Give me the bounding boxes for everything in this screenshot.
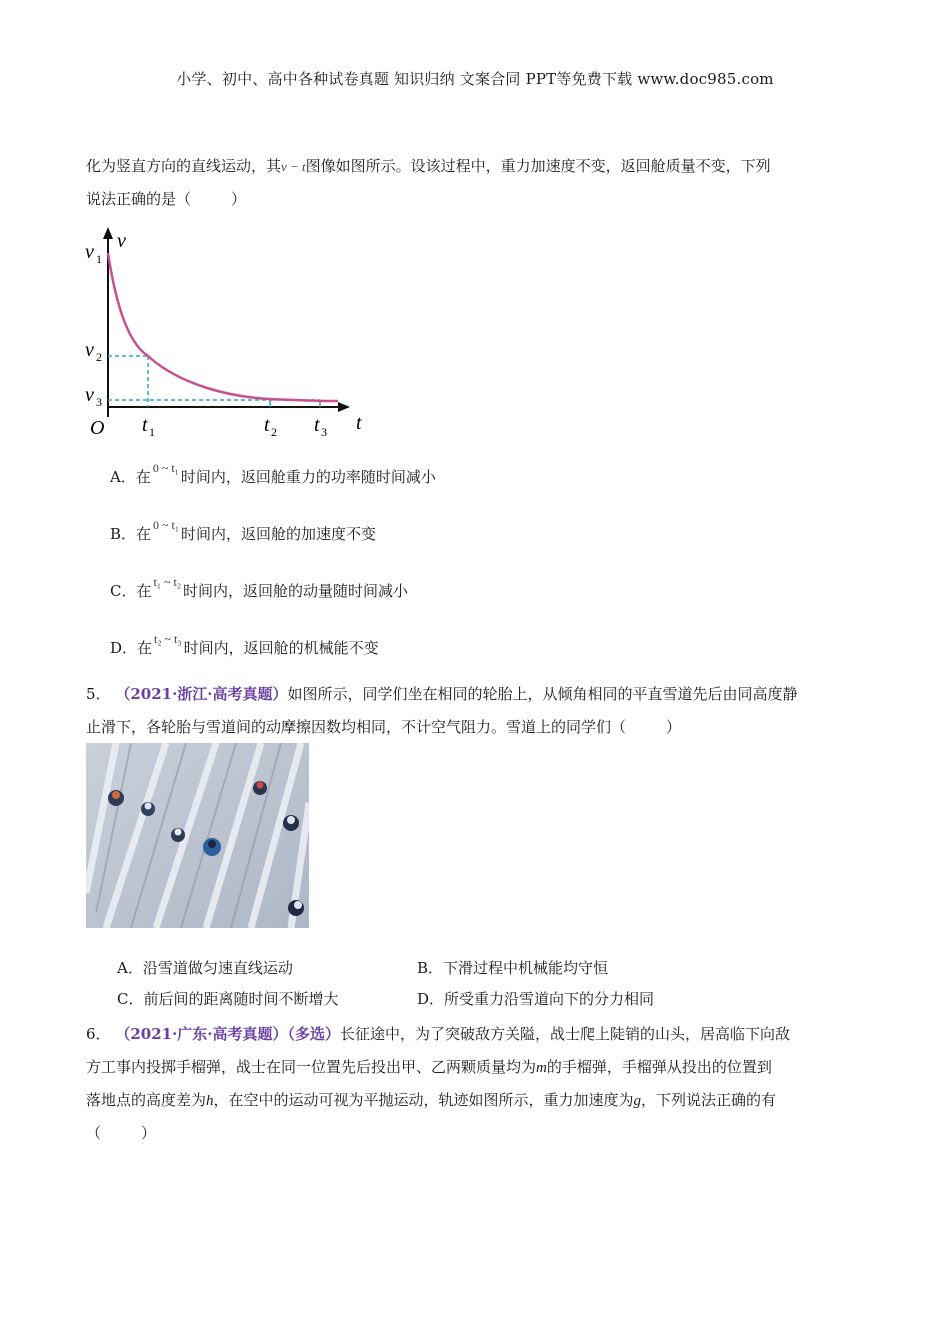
t3-sub: 3 (321, 425, 327, 439)
velocity-curve (108, 253, 338, 401)
q5-option-d[interactable]: D．所受重力沿雪道向下的分力相同 (417, 990, 655, 1008)
t-axis-arrow (338, 402, 350, 412)
v1-sub: 1 (96, 252, 102, 266)
v3-sub: 3 (96, 395, 102, 409)
t1-label: t (142, 414, 148, 436)
vt-graph (80, 225, 380, 440)
q4-option-b[interactable]: B．在 0 ~ t₁ 时间内，返回舱的加速度不变 (110, 518, 377, 543)
q4-stem-line2: 说法正确的是（ ） (86, 190, 247, 208)
v-axis-label: v (117, 230, 126, 252)
q5-option-a[interactable]: A．沿雪道做匀速直线运动 (117, 959, 293, 977)
t2-sub: 2 (271, 425, 277, 439)
q5-option-c[interactable]: C．前后间的距离随时间不断增大 (117, 990, 339, 1008)
snow-slope-photo (86, 743, 309, 928)
t2-label: t (264, 414, 270, 436)
q4-option-a[interactable]: A．在 0 ~ t₁ 时间内，返回舱重力的功率随时间减小 (110, 461, 436, 486)
q5-option-b[interactable]: B．下滑过程中机械能均守恒 (417, 959, 609, 977)
q5-stem-line1: 5． （2021·浙江·高考真题）如图所示，同学们坐在相同的轮胎上，从倾角相同的平直雪道先后由同高度静 (86, 685, 798, 703)
q4-option-d[interactable]: D．在 t₂ ~ t₃ 时间内，返回舱的机械能不变 (110, 632, 379, 657)
v2-label: v (85, 339, 94, 361)
t3-label: t (314, 414, 320, 436)
t-axis-label: t (356, 412, 362, 434)
q4-stem-line1: 化为竖直方向的直线运动，其v − t图像如图所示。设该过程中，重力加速度不变，返回舱质量不变，下列 (86, 157, 771, 175)
v1-label: v (85, 241, 94, 263)
origin-label: O (90, 417, 105, 439)
q6-stem-line1: 6． （2021·广东·高考真题）（多选）长征途中，为了突破敌方关隘，战士爬上陡销的山头，居高临下向敌 (86, 1025, 791, 1043)
q6-stem-line2: 方工事内投掷手榴弹，战士在同一位置先后投出甲、乙两颗质量均为m的手榴弹，手榴弹从投出的位置到 (86, 1058, 772, 1076)
q5-stem-line2: 止滑下，各轮胎与雪道间的动摩擦因数均相同，不计空气阻力。雪道上的同学们（ ） (86, 718, 682, 736)
v3-label: v (85, 384, 94, 406)
t1-sub: 1 (149, 425, 155, 439)
v2-sub: 2 (96, 350, 102, 364)
q4-option-c[interactable]: C．在 t₁ ~ t₂ 时间内，返回舱的动量随时间减小 (110, 575, 409, 600)
v-axis-arrow (103, 227, 113, 239)
q6-stem-line4: （ ） (86, 1124, 157, 1142)
page-header: 小学、初中、高中各种试卷真题 知识归纳 文案合同 PPT等免费下载 www.doc985.com (176, 70, 774, 88)
q6-stem-line3: 落地点的高度差为h，在空中的运动可视为平抛运动，轨迹如图所示，重力加速度为g，下列说法正确的有 (86, 1091, 777, 1109)
